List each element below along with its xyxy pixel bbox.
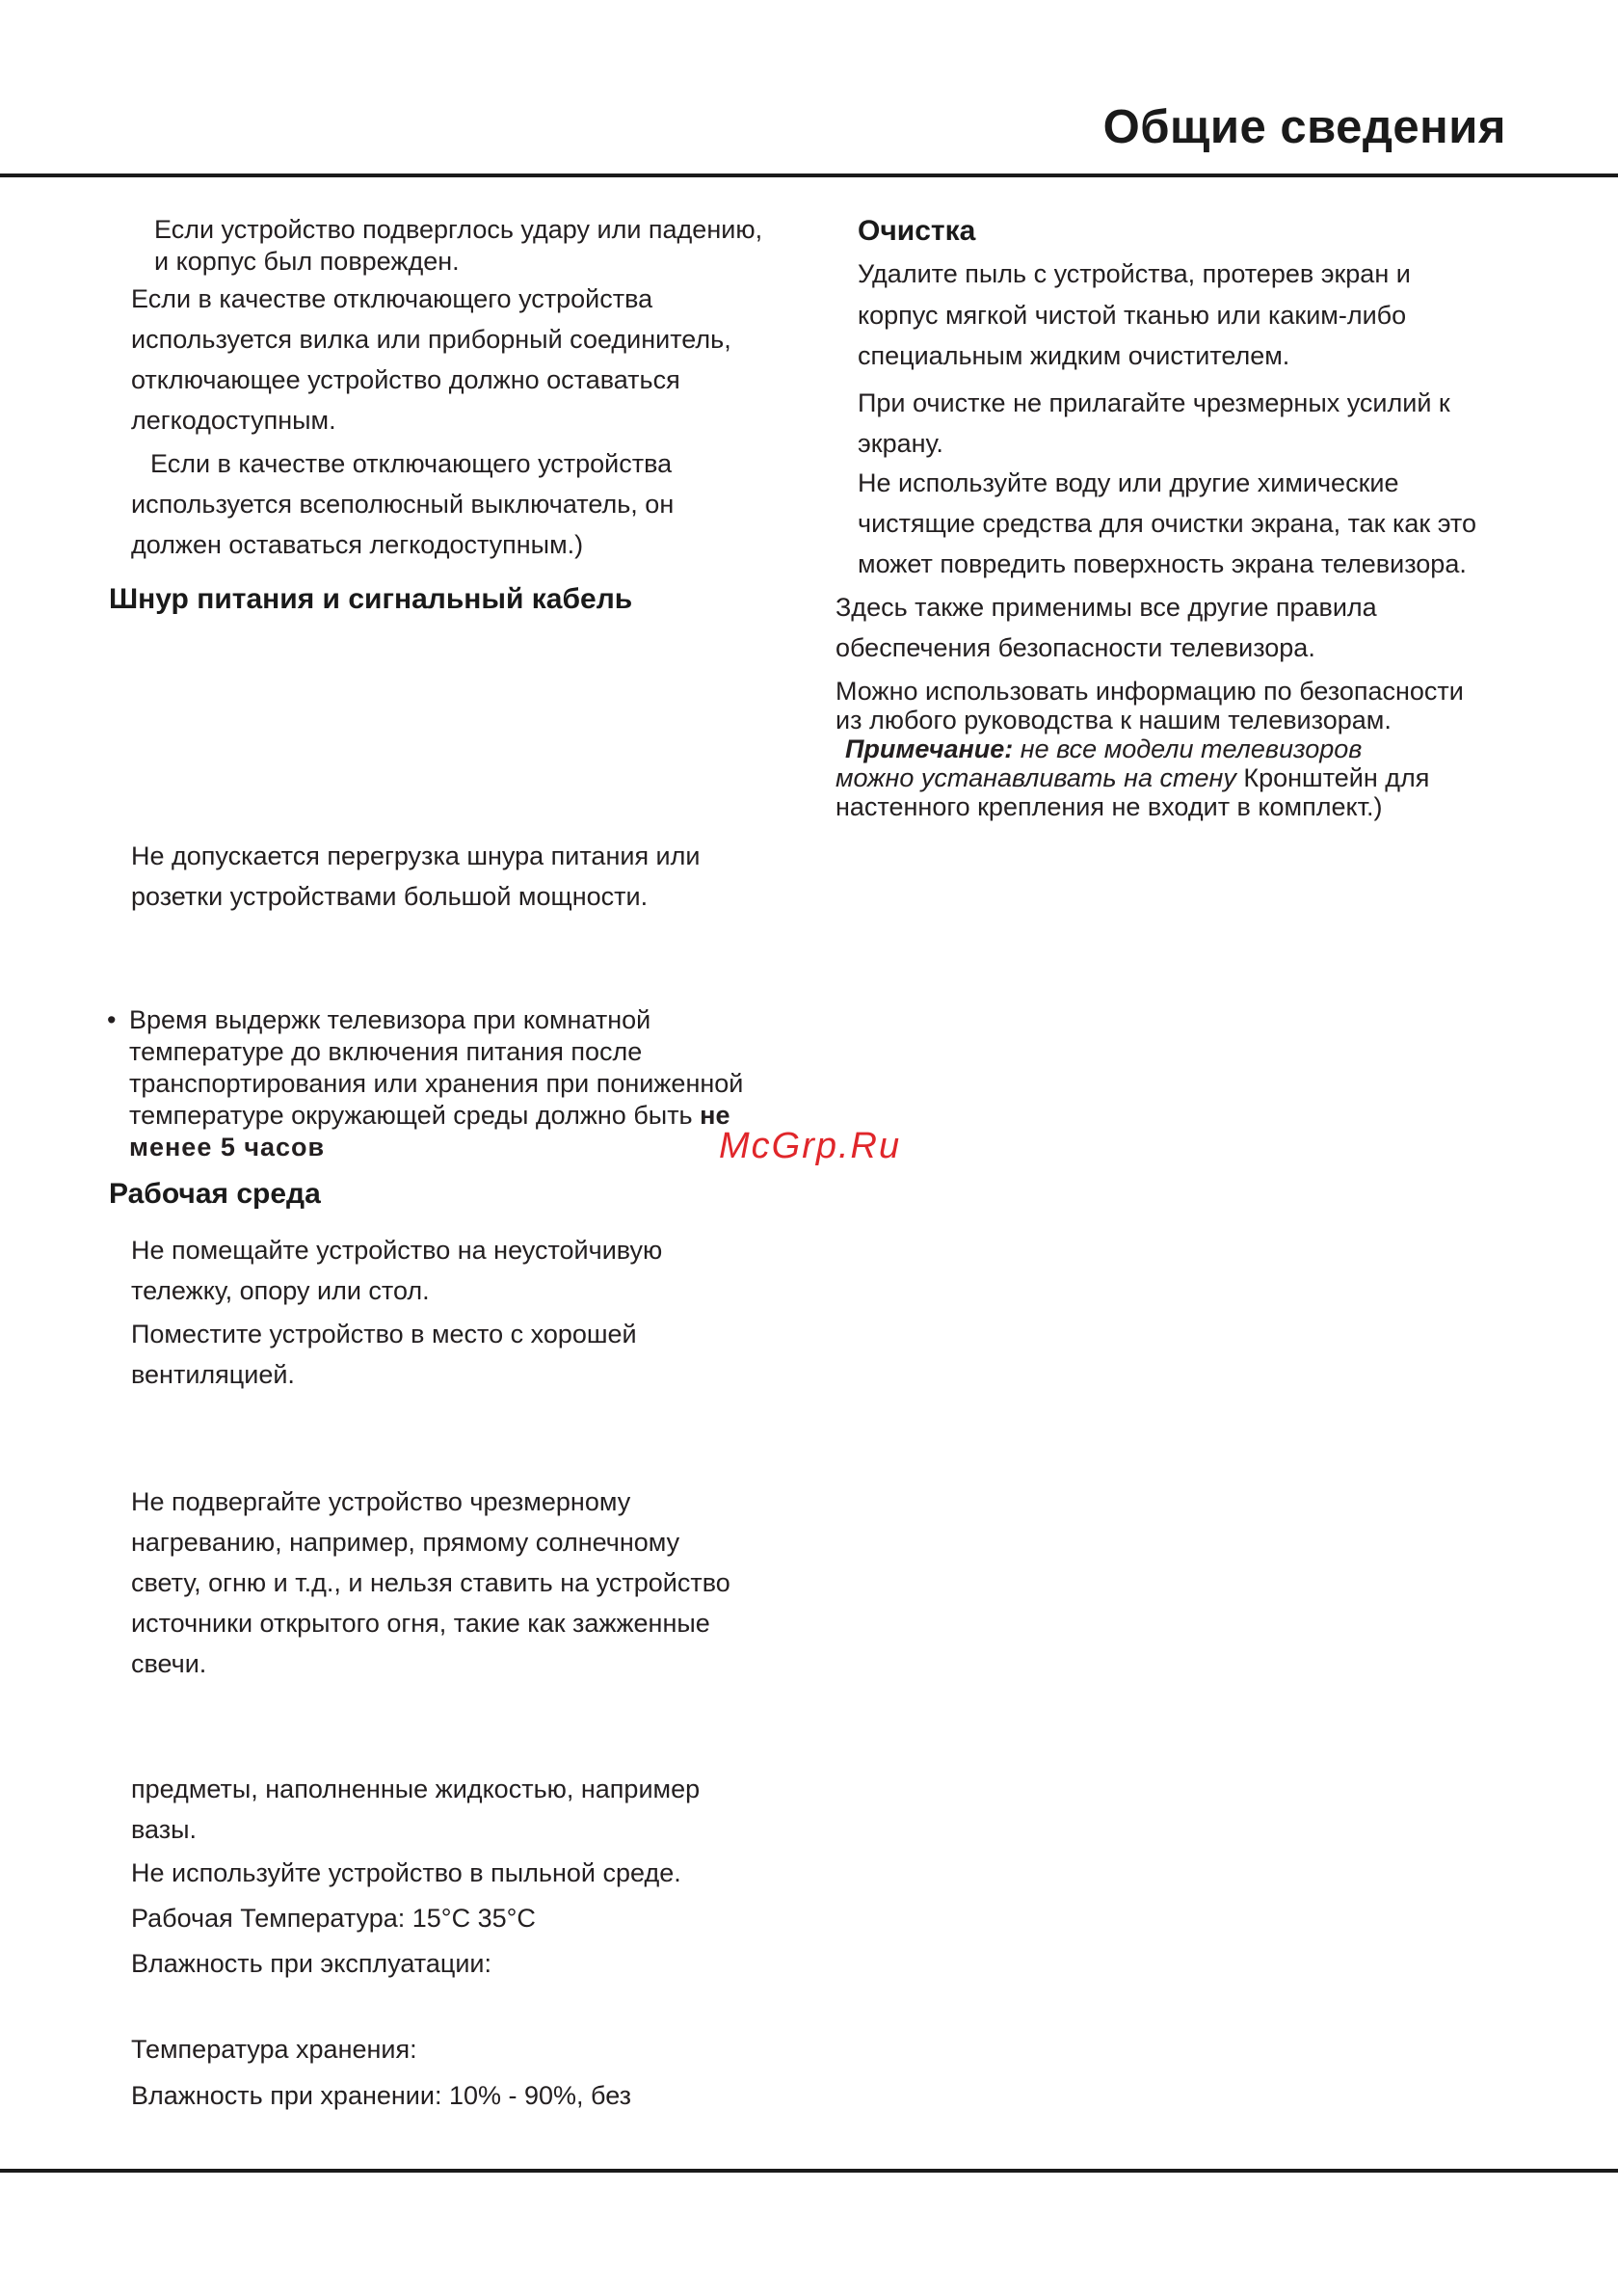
info-line-1: Можно использовать информацию по безопасности bbox=[836, 677, 1464, 706]
plug-line-1: Если в качестве отключающего устройства bbox=[131, 284, 653, 313]
wait-line-2: температуре до включения питания после bbox=[129, 1037, 643, 1066]
water-line-2: чистящие средства для очистки экрана, так как это bbox=[858, 509, 1476, 538]
overload-line-2: розетки устройствами большой мощности. bbox=[131, 882, 649, 911]
switch-line-2: используется всеполюсный выключатель, он bbox=[131, 490, 675, 519]
water-line-3: может повредить поверхность экрана телевизора. bbox=[858, 549, 1467, 578]
operating-temperature: Рабочая Температура: 15°C 35°C bbox=[131, 1904, 536, 1933]
note-line-1 bbox=[845, 734, 1362, 765]
clean-line-2: корпус мягкой чистой тканью или каким-либо bbox=[858, 301, 1407, 330]
footer-divider bbox=[0, 2169, 1618, 2173]
wait-line-3: транспортирования или хранения при пониженной bbox=[129, 1069, 744, 1098]
note-italic-1: не все модели телевизоров bbox=[1013, 734, 1363, 763]
rules-line-1: Здесь также применимы все другие правила bbox=[836, 593, 1377, 622]
wait-line-4-text: температуре окружающей среды должно быть bbox=[129, 1101, 693, 1130]
switch-line-1: Если в качестве отключающего устройства bbox=[150, 449, 673, 478]
section-heading-cleaning: Очистка bbox=[858, 215, 976, 247]
section-heading-environment: Рабочая среда bbox=[109, 1178, 321, 1210]
page-title: Общие сведения bbox=[1102, 101, 1506, 153]
plug-line-4: легкодоступным. bbox=[131, 406, 336, 435]
wait-emphasis-1: не bbox=[700, 1101, 730, 1130]
wait-line-1: Время выдержк телевизора при комнатной bbox=[129, 1005, 651, 1034]
plug-line-2: используется вилка или приборный соединитель, bbox=[131, 325, 731, 354]
env-line-3: Поместите устройство в место с хорошей bbox=[131, 1320, 637, 1348]
wait-line-4 bbox=[129, 1100, 729, 1132]
info-line-2: из любого руководства к нашим телевизорам. bbox=[836, 706, 1392, 734]
damage-line-2: и корпус был поврежден. bbox=[154, 247, 460, 276]
bullet-marker: • bbox=[107, 1005, 117, 1034]
overload-line-1: Не допускается перегрузка шнура питания или bbox=[131, 841, 701, 870]
note-italic-2: можно устанавливать на стену bbox=[836, 763, 1236, 792]
liquid-line-1: предметы, наполненные жидкостью, например bbox=[131, 1775, 701, 1803]
force-line-1: При очистке не прилагайте чрезмерных усилий к bbox=[858, 388, 1450, 417]
note-line-3: настенного крепления не входит в комплект.) bbox=[836, 792, 1383, 821]
heat-line-4: источники открытого огня, такие как зажженные bbox=[131, 1609, 710, 1638]
heat-line-1: Не подвергайте устройство чрезмерному bbox=[131, 1487, 631, 1516]
env-line-4: вентиляцией. bbox=[131, 1360, 295, 1389]
section-heading-cord: Шнур питания и сигнальный кабель bbox=[109, 583, 633, 615]
clean-line-3: специальным жидким очистителем. bbox=[858, 341, 1290, 370]
heat-line-3: свету, огню и т.д., и нельзя ставить на устройство bbox=[131, 1568, 730, 1597]
dust-line: Не используйте устройство в пыльной среде. bbox=[131, 1858, 681, 1887]
heat-line-5: свечи. bbox=[131, 1649, 207, 1678]
liquid-line-2: вазы. bbox=[131, 1815, 198, 1844]
watermark: McGrp.Ru bbox=[719, 1126, 902, 1166]
storage-temperature: Температура хранения: bbox=[131, 2035, 417, 2064]
note-label: Примечание: bbox=[845, 734, 1014, 763]
storage-humidity: Влажность при хранении: 10% - 90%, без bbox=[131, 2081, 631, 2110]
force-line-2: экрану. bbox=[858, 429, 943, 458]
clean-line-1: Удалите пыль с устройства, протерев экран и bbox=[858, 259, 1411, 288]
wait-emphasis-2: менее 5 часов bbox=[129, 1133, 326, 1161]
plug-line-3: отключающее устройство должно оставаться bbox=[131, 365, 680, 394]
env-line-1: Не помещайте устройство на неустойчивую bbox=[131, 1236, 663, 1265]
note-line-2 bbox=[836, 762, 1429, 794]
heat-line-2: нагреванию, например, прямому солнечному bbox=[131, 1528, 680, 1557]
switch-line-3: должен оставаться легкодоступным.) bbox=[131, 530, 584, 559]
rules-line-2: обеспечения безопасности телевизора. bbox=[836, 633, 1315, 662]
note-rest: Кронштейн для bbox=[1235, 763, 1430, 792]
water-line-1: Не используйте воду или другие химические bbox=[858, 468, 1399, 497]
header-divider bbox=[0, 174, 1618, 177]
env-line-2: тележку, опору или стол. bbox=[131, 1276, 430, 1305]
damage-line-1: Если устройство подверглось удару или падению, bbox=[154, 215, 763, 244]
operating-humidity: Влажность при эксплуатации: bbox=[131, 1949, 492, 1978]
